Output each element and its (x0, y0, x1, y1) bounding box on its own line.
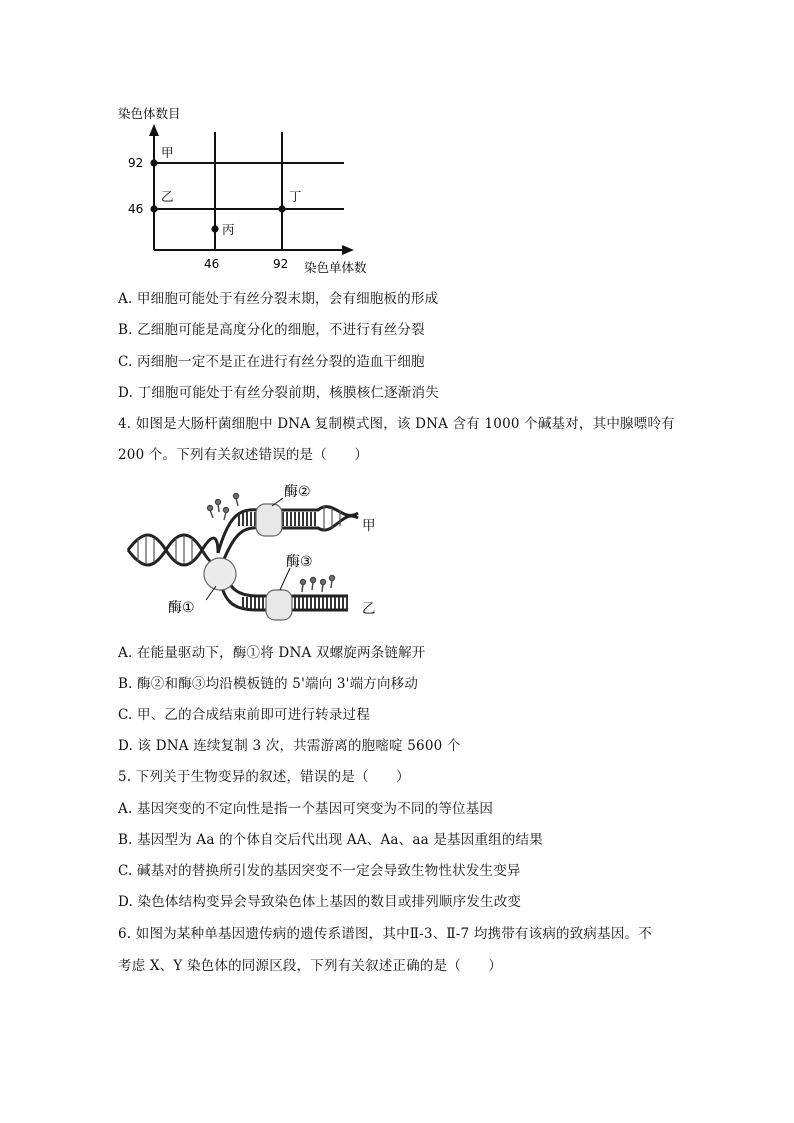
q5-option-b: B. 基因型为 Aa 的个体自交后代出现 AA、Aa、aa 是基因重组的结果 (118, 832, 543, 848)
enzyme-1-label: 酶① (168, 600, 195, 616)
q5-option-d: D. 染色体结构变异会导致染色体上基因的数目或排列顺序发生改变 (118, 894, 522, 910)
chromosome-chart (110, 100, 370, 280)
point-ding (278, 205, 285, 212)
q5-stem: 5. 下列关于生物变异的叙述，错误的是（ ） (118, 769, 410, 785)
point-jia (150, 159, 157, 166)
q5-option-a: A. 基因突变的不定向性是指一个基因可突变为不同的等位基因 (118, 801, 494, 817)
enzyme-1-shape (204, 558, 236, 590)
strand-jia-label: 甲 (362, 518, 376, 534)
q4-option-c: C. 甲、乙的合成结束前即可进行转录过程 (118, 707, 370, 723)
q6-stem-line2: 考虑 X、Y 染色体的同源区段，下列有关叙述正确的是（ ） (118, 958, 503, 974)
enzyme-3-label: 酶③ (286, 554, 313, 570)
label-ding: 丁 (289, 189, 302, 204)
q3-option-c: C. 丙细胞一定不是正在进行有丝分裂的造血干细胞 (118, 354, 425, 370)
point-yi (150, 205, 157, 212)
q3-option-a: A. 甲细胞可能处于有丝分裂末期，会有细胞板的形成 (118, 291, 439, 307)
free-nucleotides-bottom (301, 576, 335, 593)
q3-option-b: B. 乙细胞可能是高度分化的细胞，不进行有丝分裂 (118, 322, 425, 338)
y-axis-arrow (149, 124, 159, 136)
q3-option-d: D. 丁细胞可能处于有丝分裂前期，核膜核仁逐渐消失 (118, 385, 439, 401)
enzyme-3-leader (280, 568, 290, 590)
enzyme-2-shape (256, 504, 282, 536)
q4-option-a: A. 在能量驱动下，酶①将 DNA 双螺旋两条链解开 (118, 645, 426, 661)
x-axis-arrow (342, 245, 354, 255)
q4-stem-line1: 4. 如图是大肠杆菌细胞中 DNA 复制模式图，该 DNA 含有 1000 个碱基对，其中腺嘌呤有 (118, 416, 675, 432)
label-yi: 乙 (161, 189, 174, 204)
x-tick-46: 46 (204, 257, 220, 271)
q5-option-c: C. 碱基对的替换所引发的基因突变不一定会导致生物性状发生变异 (118, 863, 521, 879)
y-tick-92: 92 (128, 156, 144, 170)
q4-stem-line2: 200 个。下列有关叙述错误的是（ ） (118, 447, 369, 463)
label-jia: 甲 (161, 145, 174, 160)
x-tick-92: 92 (273, 257, 289, 271)
strand-yi-rungs (240, 597, 350, 609)
q4-option-d: D. 该 DNA 连续复制 3 次，共需游离的胞嘧啶 5600 个 (118, 738, 461, 754)
y-axis-label: 染色体数目 (118, 106, 181, 121)
dna-replication-figure (118, 478, 388, 628)
q4-option-b: B. 酶②和酶③均沿模板链的 5'端向 3'端方向移动 (118, 676, 419, 692)
point-bing (211, 225, 218, 232)
q6-stem-line1: 6. 如图为某种单基因遗传病的遗传系谱图，其中Ⅱ-3、Ⅱ-7 均携带有该病的致病基因。不 (118, 926, 652, 942)
x-axis-label: 染色单体数 (304, 260, 367, 275)
enzyme-1-leader (206, 586, 216, 600)
y-tick-46: 46 (128, 202, 144, 216)
enzyme-2-label: 酶② (284, 484, 311, 500)
strand-yi-label: 乙 (362, 601, 376, 617)
enzyme-3-shape (266, 590, 292, 620)
label-bing: 丙 (222, 222, 235, 237)
